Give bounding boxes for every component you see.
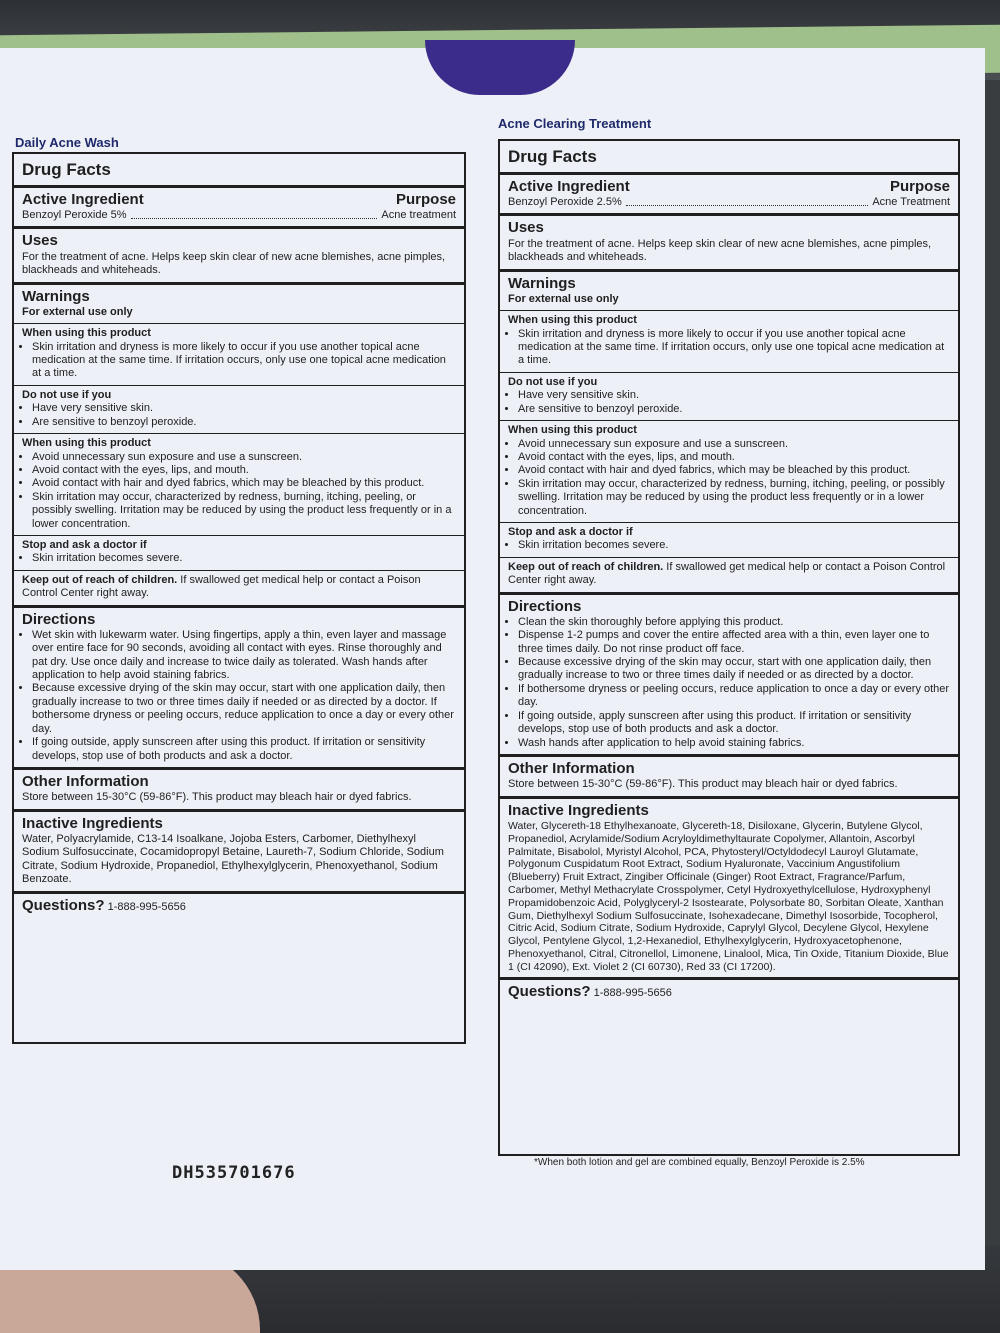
list-item: • Skin irritation and dryness is more likely to occur if you use another topical acne medication at the same time. If irritation occurs, only use one topical acne medication at a time.: [518, 328, 950, 368]
list-item: • Because excessive drying of the skin may occur, start with one application daily, then gradually increase to two or three times daily if needed or as directed by a doctor. If bothersome dryness or peeling occurs, reduce application to once a day or every other day.: [32, 682, 456, 736]
list-item: • Have very sensitive skin.: [32, 402, 456, 415]
right-inactive-section: [500, 799, 958, 981]
right-active-section: [500, 175, 958, 217]
left-do-not-use-heading: Do not use if you: [22, 388, 112, 401]
left-inactive-heading: Inactive Ingredients: [22, 814, 163, 832]
left-stop-ask: [14, 536, 464, 571]
left-keep-out-bold: Keep out of reach of children.: [22, 573, 178, 586]
left-other-heading: Other Information: [22, 772, 149, 790]
list-item: • Have very sensitive skin.: [518, 389, 950, 402]
right-directions-heading: Directions: [508, 597, 582, 615]
left-active-ingredient: Benzoyl Peroxide 5%: [22, 209, 127, 222]
right-stop-ask: [500, 523, 958, 558]
right-inactive-text: Water, Glycereth-18 Ethylhexanoate, Glycereth-18, Disiloxane, Glycerin, Butylene Glycol, Propanediol, Acrylamide/Sodium Acryloyldimethyltaurate Copolymer, Allantoin, Ascorbyl Palmitate, Bisabolol, Myristyl Alcohol, PCA, Phytosteryl/Octyldodecyl Lauroyl Glutamate, Polygonum Cuspidatum Root Extract, Sodium Hyaluronate, Vaccinium Angustifolium (Blueberry) Fruit Extract, Zingiber Officinale (Ginger) Root Extract, Fragrance/Parfum, Carbomer, Methyl Methacrylate Crosspolymer, Cetyl Hydroxyethylcellulose, Hydroxyphenyl Propamidobenzoic Acid, Polyglyceryl-2 Isostearate, Polysorbate 80, Sorbitan Oleate, Xanthan Gum, Diethylhexyl Sodium Sulfosuccinate, Isohexadecane, Dimethyl Isosorbide, Tocopherol, Citric Acid, Sodium Citrate, Sodium Hydroxide, Caprylyl Glycol, Decylene Glycol, Hexylene Glycol, Pentylene Glycol, 1,2-Hexanediol, Ethylhexylglycerin, Hydroxyacetophenone, Phenoxyethanol, Citral, Citronellol, Limonene, Linalool, Mica, Tin Oxide, Titanium Dioxide, Blue 1 (CI 42090), Ext. Violet 2 (CI 60730), Red 33 (CI 17200).: [508, 819, 949, 973]
left-warnings-heading: Warnings: [22, 287, 90, 305]
list-item: • Clean the skin thoroughly before applying this product.: [518, 616, 950, 629]
list-item: • Avoid contact with the eyes, lips, and mouth.: [32, 464, 456, 477]
list-item: • Avoid unnecessary sun exposure and use a sunscreen.: [32, 451, 456, 464]
right-do-not-use-heading: Do not use if you: [508, 375, 598, 388]
right-active-ingredient: Benzoyl Peroxide 2.5%: [508, 196, 622, 209]
list-item: • Skin irritation may occur, characterized by redness, burning, itching, peeling, or possibly swelling. Irritation may be reduced by using the product less frequently or in a lower concentration.: [518, 478, 950, 518]
left-active-section: [14, 188, 464, 230]
left-purpose: Acne treatment: [381, 209, 456, 222]
footnote: *When both lotion and gel are combined equally, Benzoyl Peroxide is 2.5%: [534, 1157, 865, 1168]
list-item: • Skin irritation becomes severe.: [32, 552, 456, 565]
right-keep-out: [500, 558, 958, 595]
right-drug-facts-box: [498, 139, 960, 1156]
left-external-use: For external use only: [22, 305, 133, 318]
left-keep-out: [14, 571, 464, 608]
left-questions-label: Questions?: [22, 896, 105, 914]
right-panel-title: Acne Clearing Treatment: [498, 116, 652, 131]
left-drug-facts-box: [12, 152, 466, 1044]
right-directions-section: [500, 595, 958, 757]
right-do-not-use: [500, 373, 958, 421]
list-item: • Wash hands after application to help avoid staining fabrics.: [518, 737, 950, 750]
left-inactive-section: [14, 812, 464, 894]
right-purpose: Acne Treatment: [872, 196, 950, 209]
left-inactive-text: Water, Polyacrylamide, C13-14 Isoalkane, Jojoba Esters, Carbomer, Diethylhexyl Sodium Sulfosuccinate, Cocamidopropyl Betaine, Laureth-7, Sodium Chloride, Sodium Citrate, Sodium Hydroxide, Propanediol, Ethylhexylglycerin, Phenoxyethanol, Sodium Benzoate.: [22, 832, 444, 886]
left-uses-heading: Uses: [22, 232, 58, 250]
list-item: • If going outside, apply sunscreen after using this product. If irritation or sensitivity develops, stop use of both products and ask a doctor.: [32, 736, 456, 763]
left-questions-phone: 1-888-995-5656: [104, 900, 186, 913]
left-when-using-1-heading: When using this product: [22, 327, 151, 340]
list-item: • If bothersome dryness or peeling occurs, reduce application to once a day or every other day.: [518, 683, 950, 710]
left-active-heading: Active Ingredient: [22, 190, 144, 208]
left-directions-section: [14, 608, 464, 770]
right-when-using-1: [500, 311, 958, 373]
right-when-using-2: [500, 421, 958, 523]
list-item: • Skin irritation and dryness is more likely to occur if you use another topical acne medication at the same time. If irritation occurs, only use one topical acne medication at a time.: [32, 341, 456, 381]
right-external-use: For external use only: [508, 292, 619, 305]
lot-code: DH535701676: [172, 1163, 296, 1183]
list-item: • Avoid contact with hair and dyed fabrics, which may be bleached by this product.: [32, 477, 456, 490]
right-questions-phone: 1-888-995-5656: [590, 987, 672, 1000]
left-purpose-heading: Purpose: [395, 190, 456, 208]
left-other-section: [14, 770, 464, 812]
right-when-using-1-heading: When using this product: [508, 314, 637, 327]
right-other-heading: Other Information: [508, 759, 635, 777]
right-uses-text: For the treatment of acne. Helps keep skin clear of new acne blemishes, acne pimples, blackheads and whiteheads.: [508, 237, 932, 264]
left-panel-title: Daily Acne Wash: [15, 135, 119, 150]
left-stop-ask-heading: Stop and ask a doctor if: [22, 538, 147, 551]
right-questions-section: [500, 980, 958, 1005]
right-drug-facts-header: [500, 141, 958, 175]
right-keep-out-text: If swallowed get medical help or contact a Poison Control Center right away.: [508, 560, 946, 587]
list-item: • Avoid contact with the eyes, lips, and mouth.: [518, 451, 950, 464]
right-uses-section: [500, 216, 958, 271]
left-when-using-2-heading: When using this product: [22, 437, 151, 450]
left-warnings-section: [14, 285, 464, 325]
left-drug-facts-title: Drug Facts: [22, 160, 111, 179]
right-warnings-section: [500, 272, 958, 312]
right-uses-heading: Uses: [508, 219, 544, 237]
list-item: • Avoid unnecessary sun exposure and use a sunscreen.: [518, 438, 950, 451]
right-stop-ask-heading: Stop and ask a doctor if: [508, 525, 633, 538]
list-item: • Skin irritation becomes severe.: [518, 539, 950, 552]
right-keep-out-bold: Keep out of reach of children.: [508, 560, 664, 573]
right-drug-facts-title: Drug Facts: [508, 147, 597, 166]
left-questions-section: [14, 894, 464, 919]
list-item: • Skin irritation may occur, characterized by redness, burning, itching, peeling, or possibly swelling. Irritation may be reduced by using the product less frequently or in a lower concentration.: [32, 491, 456, 531]
list-item: • Dispense 1-2 pumps and cover the entire affected area with a thin, even layer one to three times daily. Do not rinse product off face.: [518, 629, 950, 656]
right-when-using-2-heading: When using this product: [508, 424, 637, 437]
left-other-text: Store between 15-30°C (59-86°F). This product may bleach hair or dyed fabrics.: [22, 791, 412, 804]
list-item: • Are sensitive to benzoyl peroxide.: [32, 416, 456, 429]
left-keep-out-text: If swallowed get medical help or contact a Poison Control Center right away.: [22, 573, 421, 600]
list-item: • Wet skin with lukewarm water. Using fingertips, apply a thin, even layer and massage over entire face for 90 seconds, avoiding all contact with eyes. Rinse thoroughly and pat dry. Use once daily and increase to twice daily as tolerated. Wash hands after application to help avoid staining fabrics.: [32, 629, 456, 683]
right-dot-leader: [626, 205, 869, 206]
list-item: • Are sensitive to benzoyl peroxide.: [518, 403, 950, 416]
list-item: • If going outside, apply sunscreen after using this product. If irritation or sensitivity develops, stop use of both products and ask a doctor.: [518, 710, 950, 737]
left-uses-section: [14, 229, 464, 284]
left-dot-leader: [131, 218, 378, 219]
right-active-heading: Active Ingredient: [508, 177, 630, 195]
list-item: • Because excessive drying of the skin may occur, start with one application daily, then gradually increase to two or three times daily if needed or as directed by a doctor.: [518, 656, 950, 683]
right-warnings-heading: Warnings: [508, 274, 576, 292]
right-questions-label: Questions?: [508, 983, 591, 1001]
list-item: • Avoid contact with hair and dyed fabrics, which may be bleached by this product.: [518, 464, 950, 477]
left-drug-facts-header: [14, 154, 464, 188]
left-uses-text: For the treatment of acne. Helps keep skin clear of new acne blemishes, acne pimples, blackheads and whiteheads.: [22, 250, 446, 277]
right-other-section: [500, 757, 958, 799]
right-inactive-heading: Inactive Ingredients: [508, 801, 649, 819]
left-directions-heading: Directions: [22, 610, 96, 628]
left-when-using-2: [14, 434, 464, 536]
left-when-using-1: [14, 324, 464, 386]
right-purpose-heading: Purpose: [889, 177, 950, 195]
right-other-text: Store between 15-30°C (59-86°F). This product may bleach hair or dyed fabrics.: [508, 778, 898, 791]
left-do-not-use: [14, 386, 464, 434]
